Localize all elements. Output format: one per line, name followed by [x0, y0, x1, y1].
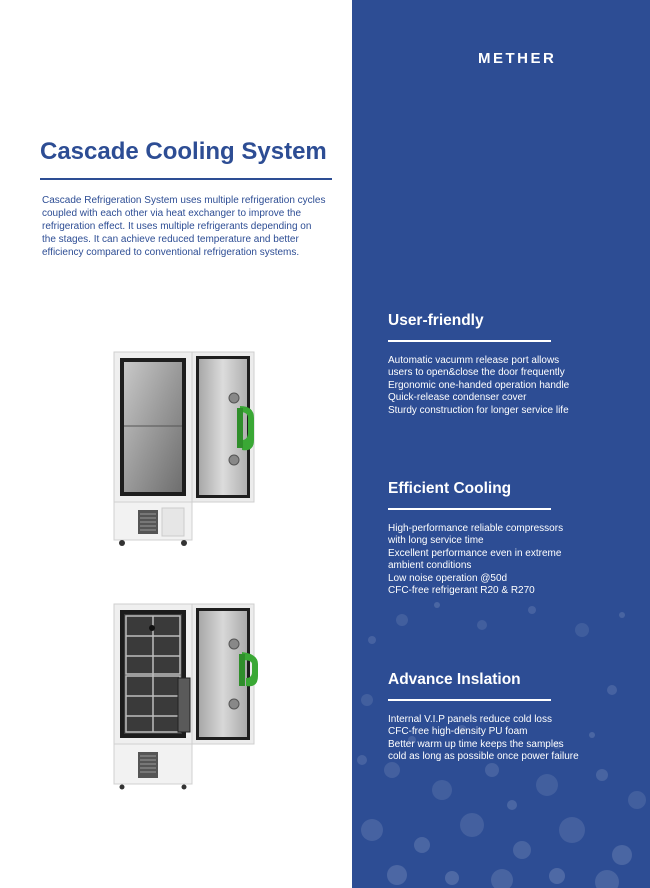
list-item: Automatic vacumm release port allows: [388, 355, 560, 366]
freezer-image-bottom: [108, 600, 266, 795]
intro-line: refrigeration effect. It uses multiple refrigerants depending on: [42, 221, 312, 232]
list-item: ambient conditions: [388, 560, 472, 572]
list-item: with long service time: [388, 535, 484, 547]
feature-list: [388, 355, 638, 417]
list-item: High-performance reliable compressors: [388, 523, 564, 534]
intro-paragraph: [42, 194, 332, 259]
page-title: Cascade Cooling System: [40, 138, 327, 165]
title-divider: [40, 178, 332, 180]
list-item: Ergonomic one-handed operation handle: [388, 379, 570, 391]
list-item: cold as long as possible once power failure: [388, 751, 579, 763]
section-user-friendly: [388, 312, 638, 417]
list-item: Quick-release condenser cover: [388, 392, 527, 404]
list-item: Excellent performance even in extreme: [388, 547, 562, 559]
feature-list: [388, 714, 638, 764]
list-item: Better warm up time keeps the samples: [388, 738, 564, 750]
list-item: Sturdy construction for longer service life: [388, 404, 569, 416]
section-divider: [388, 699, 551, 701]
intro-line: efficiency compared to conventional refrigeration systems.: [42, 247, 300, 258]
list-item: CFC-free high-density PU foam: [388, 726, 528, 738]
list-item: Low noise operation @50d: [388, 572, 508, 584]
freezer-image-top: [108, 348, 266, 553]
section-efficient-cooling: [388, 480, 638, 597]
list-item: Internal V.I.P panels reduce cold loss: [388, 714, 552, 725]
section-advance-inslation: [388, 671, 638, 764]
section-title: Efficient Cooling: [388, 480, 512, 497]
intro-line: Cascade Refrigeration System uses multiple refrigeration cycles: [42, 195, 326, 206]
list-item: users to open&close the door frequently: [388, 367, 565, 379]
section-title: User-friendly: [388, 312, 484, 329]
brand-logo: METHER: [478, 50, 557, 67]
list-item: CFC-free refrigerant R20 & R270: [388, 585, 535, 597]
feature-list: [388, 523, 638, 597]
intro-line: coupled with each other via heat exchanger to improve the: [42, 208, 302, 219]
section-title: Advance Inslation: [388, 671, 521, 688]
intro-line: the stages. It can achieve reduced temperature and better: [42, 234, 299, 245]
section-divider: [388, 340, 551, 342]
section-divider: [388, 508, 551, 510]
